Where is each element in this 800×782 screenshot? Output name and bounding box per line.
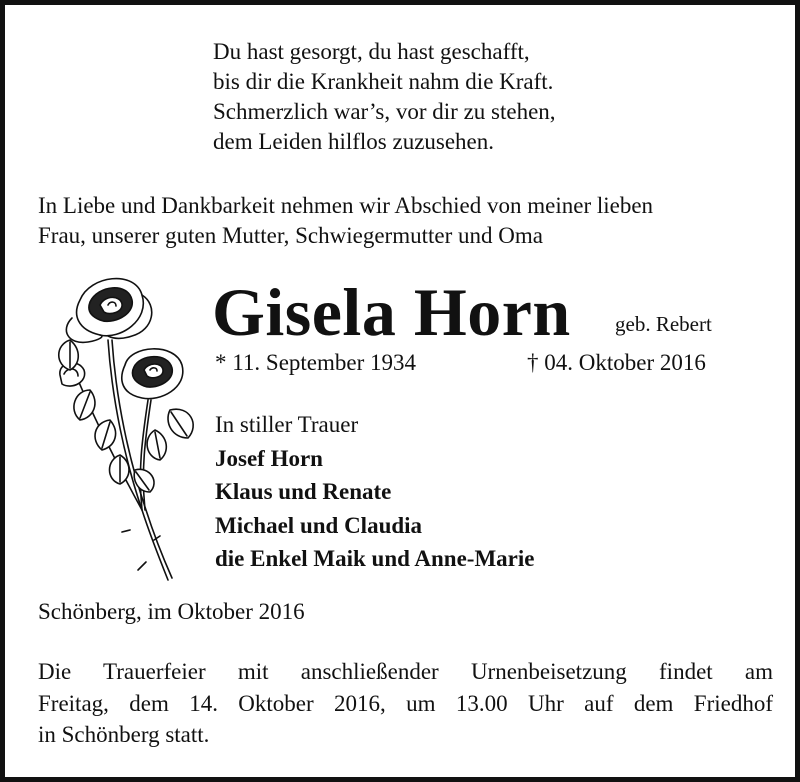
mourner-name: die Enkel Maik und Anne-Marie [215,546,535,571]
mourner-name: Klaus und Renate [215,479,392,504]
place-date: Schönberg, im Oktober 2016 [38,599,305,624]
poem-line: bis dir die Krankheit nahm die Kraft. [213,69,554,94]
funeral-service-info [38,656,773,751]
service-line: Freitag, dem 14. Oktober 2016, um 13.00 Uhr auf dem Friedhof [38,690,773,716]
birth-date: * 11. September 1934 [215,350,417,375]
mourners-block [215,408,534,576]
poem-line: Du hast gesorgt, du hast geschafft, [213,39,530,64]
intro-line: Frau, unserer guten Mutter, Schwiegermutter und Oma [38,223,543,248]
service-line: in Schönberg statt. [38,722,210,747]
farewell-intro [38,191,773,251]
mourners-heading: In stiller Trauer [215,412,359,437]
memorial-poem [213,37,556,157]
service-line: Die Trauerfeier mit anschließender Urnenbeisetzung findet am [38,659,773,684]
roses-illustration [50,270,200,590]
deceased-name: Gisela Horn [212,274,571,350]
poem-line: dem Leiden hilflos zuzusehen. [213,129,495,154]
poem-line: Schmerzlich war’s, vor dir zu stehen, [213,99,556,124]
birth-name: geb. Rebert [615,312,712,336]
intro-line: In Liebe und Dankbarkeit nehmen wir Abschied von meiner lieben [38,193,654,218]
death-date: † 04. Oktober 2016 [527,350,706,375]
mourner-name: Josef Horn [215,445,323,471]
mourner-name: Michael und Claudia [215,512,423,538]
